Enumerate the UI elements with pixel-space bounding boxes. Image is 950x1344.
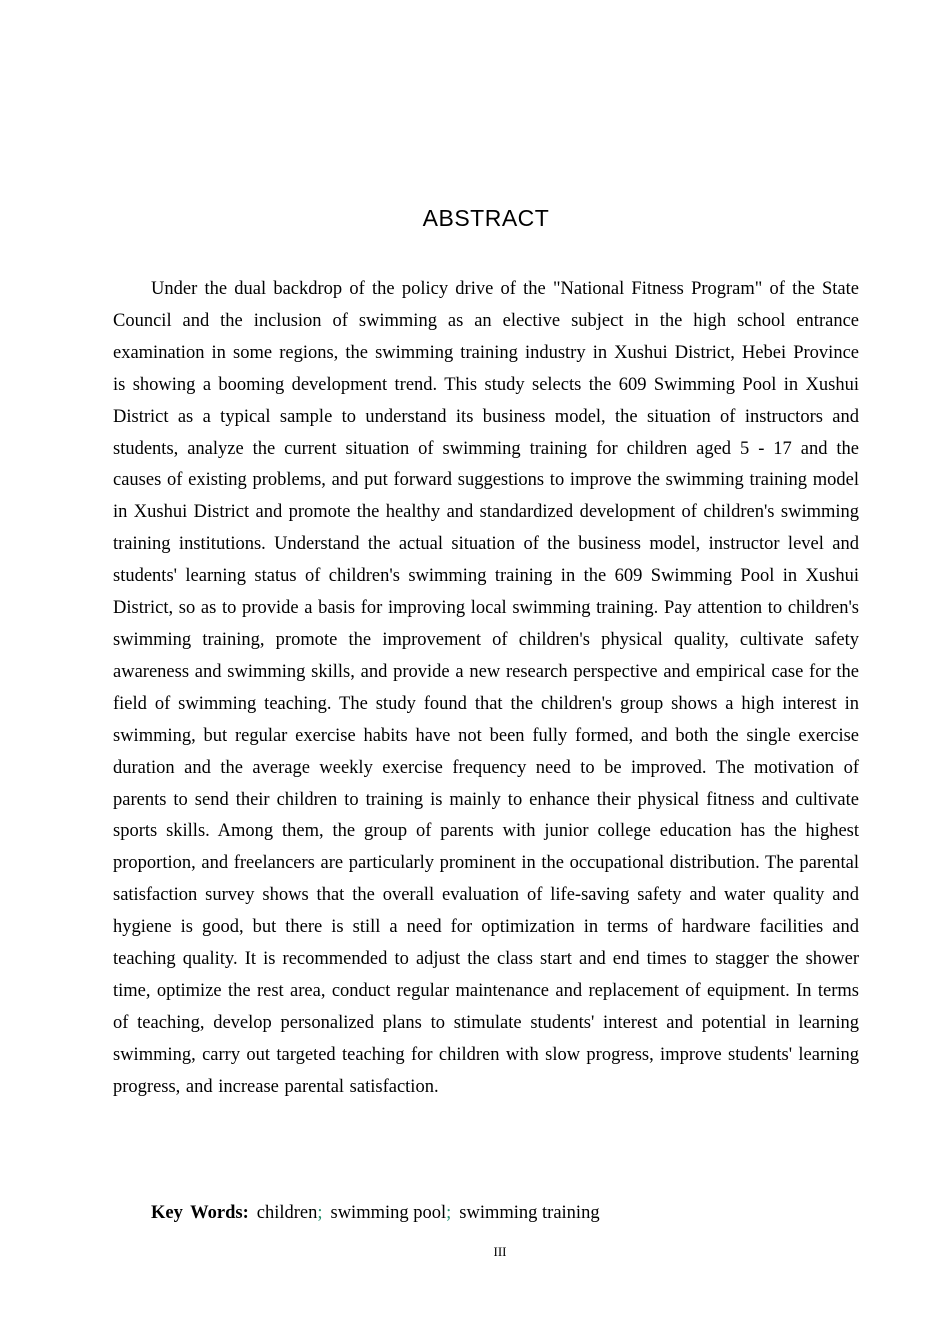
abstract-title: ABSTRACT — [422, 205, 550, 231]
keywords-line — [151, 1199, 600, 1227]
keyword-item: swimming training — [459, 1203, 600, 1223]
page-number: III — [493, 1244, 507, 1259]
abstract-body: Under the dual backdrop of the policy drive of the "National Fitness Program" of the State Council and the inclusion of swimming as an elective subject in the high school entrance examination in some regions, the swimming training industry in Xushui District, Hebei Province is showing a booming development trend. This study selects the 609 Swimming Pool in Xushui District as a typical sample to understand its business model, the situation of instructors and students, analyze the current situation of swimming training for children aged 5 - 17 and the causes of existing problems, and put forward suggestions to improve the swimming training model in Xushui District and promote the healthy and standardized development of children's swimming training institutions. Understand the actual situation of the business model, instructor level and students' learning status of children's swimming training in the 609 Swimming Pool in Xushui District, so as to provide a basis for improving local swimming training. Pay attention to children's swimming training, promote the improvement of children's physical quality, cultivate safety awareness and swimming skills, and provide a new research perspective and empirical case for the field of swimming teaching. The study found that the children's group shows a high interest in swimming, but regular exercise habits have not been fully formed, and both the single exercise duration and the average weekly exercise frequency need to be improved. The motivation of parents to send their children to training is mainly to enhance their physical fitness and cultivate sports skills. Among them, the group of parents with junior college education has the highest proportion, and freelancers are particularly prominent in the occupational distribution. The parental satisfaction survey shows that the overall evaluation of life-saving safety and water quality and hygiene is good, but there is still a need for optimization in terms of hardware facilities and teaching quality. It is recommended to adjust the class start and end times to stagger the shower time, optimize the rest area, conduct regular maintenance and replacement of equipment. In terms of teaching, develop personalized plans to stimulate students' interest and potential in learning swimming, carry out targeted teaching for children with slow progress, improve students' learning progress, and increase parental satisfaction. — [113, 279, 859, 1097]
keywords-label: Key Words: — [151, 1203, 249, 1223]
keyword-item: children — [256, 1203, 318, 1223]
keyword-separator: ; — [446, 1203, 452, 1223]
keyword-item: swimming pool — [330, 1203, 447, 1223]
keyword-separator: ; — [317, 1203, 323, 1223]
